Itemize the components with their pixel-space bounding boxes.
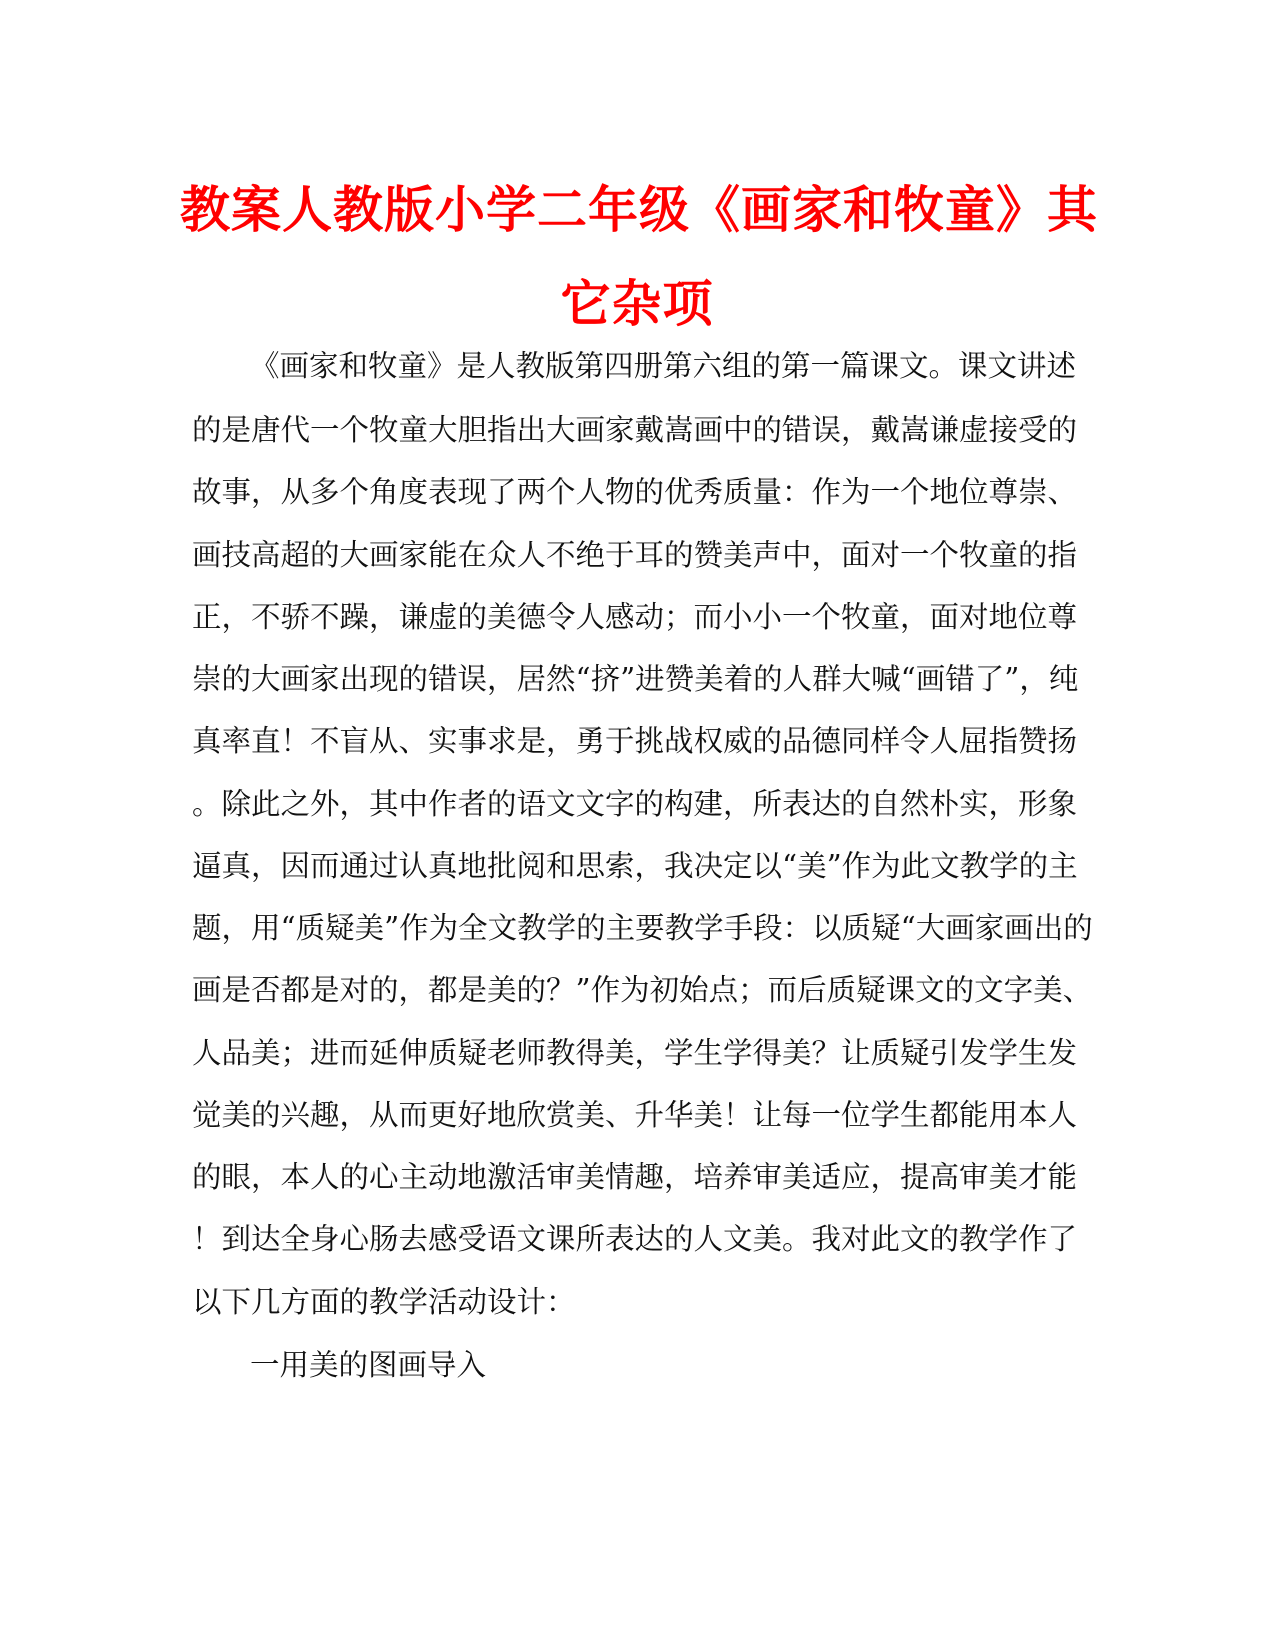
paragraph-line-11: 画是否都是对的，都是美的？”作为初始点；而后质疑课文的文字美、 bbox=[192, 973, 1093, 1007]
paragraph-line-12: 人品美；进而延伸质疑老师教得美，学生学得美？让质疑引发学生发 bbox=[192, 1036, 1078, 1070]
paragraph-line-9: 逼真，因而通过认真地批阅和思索，我决定以“美”作为此文教学的主 bbox=[192, 849, 1078, 883]
paragraph-line-16: 以下几方面的教学活动设计： bbox=[192, 1285, 576, 1319]
paragraph-line-14: 的眼，本人的心主动地激活审美情趣，培养审美适应，提高审美才能 bbox=[192, 1160, 1078, 1194]
paragraph-line-6: 崇的大画家出现的错误，居然“挤”进赞美着的人群大喊“画错了”，纯 bbox=[192, 662, 1079, 696]
paragraph-line-15: ！到达全身心肠去感受语文课所表达的人文美。我对此文的教学作了 bbox=[192, 1222, 1078, 1256]
paragraph-line-10: 题，用“质疑美”作为全文教学的主要教学手段：以质疑“大画家画出的 bbox=[192, 911, 1093, 945]
paragraph-line-8: 。除此之外，其中作者的语文文字的构建，所表达的自然朴实，形象 bbox=[192, 787, 1078, 821]
paragraph-line-3: 故事，从多个角度表现了两个人物的优秀质量：作为一个地位尊崇、 bbox=[192, 475, 1078, 509]
paragraph-line-2: 的是唐代一个牧童大胆指出大画家戴嵩画中的错误，戴嵩谦虚接受的 bbox=[192, 413, 1078, 447]
paragraph-line-4: 画技高超的大画家能在众人不绝于耳的赞美声中，面对一个牧童的指 bbox=[192, 538, 1078, 572]
paragraph-line-1: 《画家和牧童》是人教版第四册第六组的第一篇课文。课文讲述 bbox=[250, 349, 1077, 383]
paragraph-line-7: 真率直！不盲从、实事求是，勇于挑战权威的品德同样令人屈指赞扬 bbox=[192, 724, 1078, 758]
document-title-line-1: 教案人教版小学二年级《画家和牧童》其 bbox=[180, 181, 1098, 239]
paragraph-line-5: 正，不骄不躁，谦虚的美德令人感动；而小小一个牧童，面对地位尊 bbox=[192, 600, 1078, 634]
document-title-line-2: 它杂项 bbox=[560, 275, 714, 333]
paragraph-line-13: 觉美的兴趣，从而更好地欣赏美、升华美！让每一位学生都能用本人 bbox=[192, 1098, 1078, 1132]
section-heading: 一用美的图画导入 bbox=[250, 1348, 487, 1382]
